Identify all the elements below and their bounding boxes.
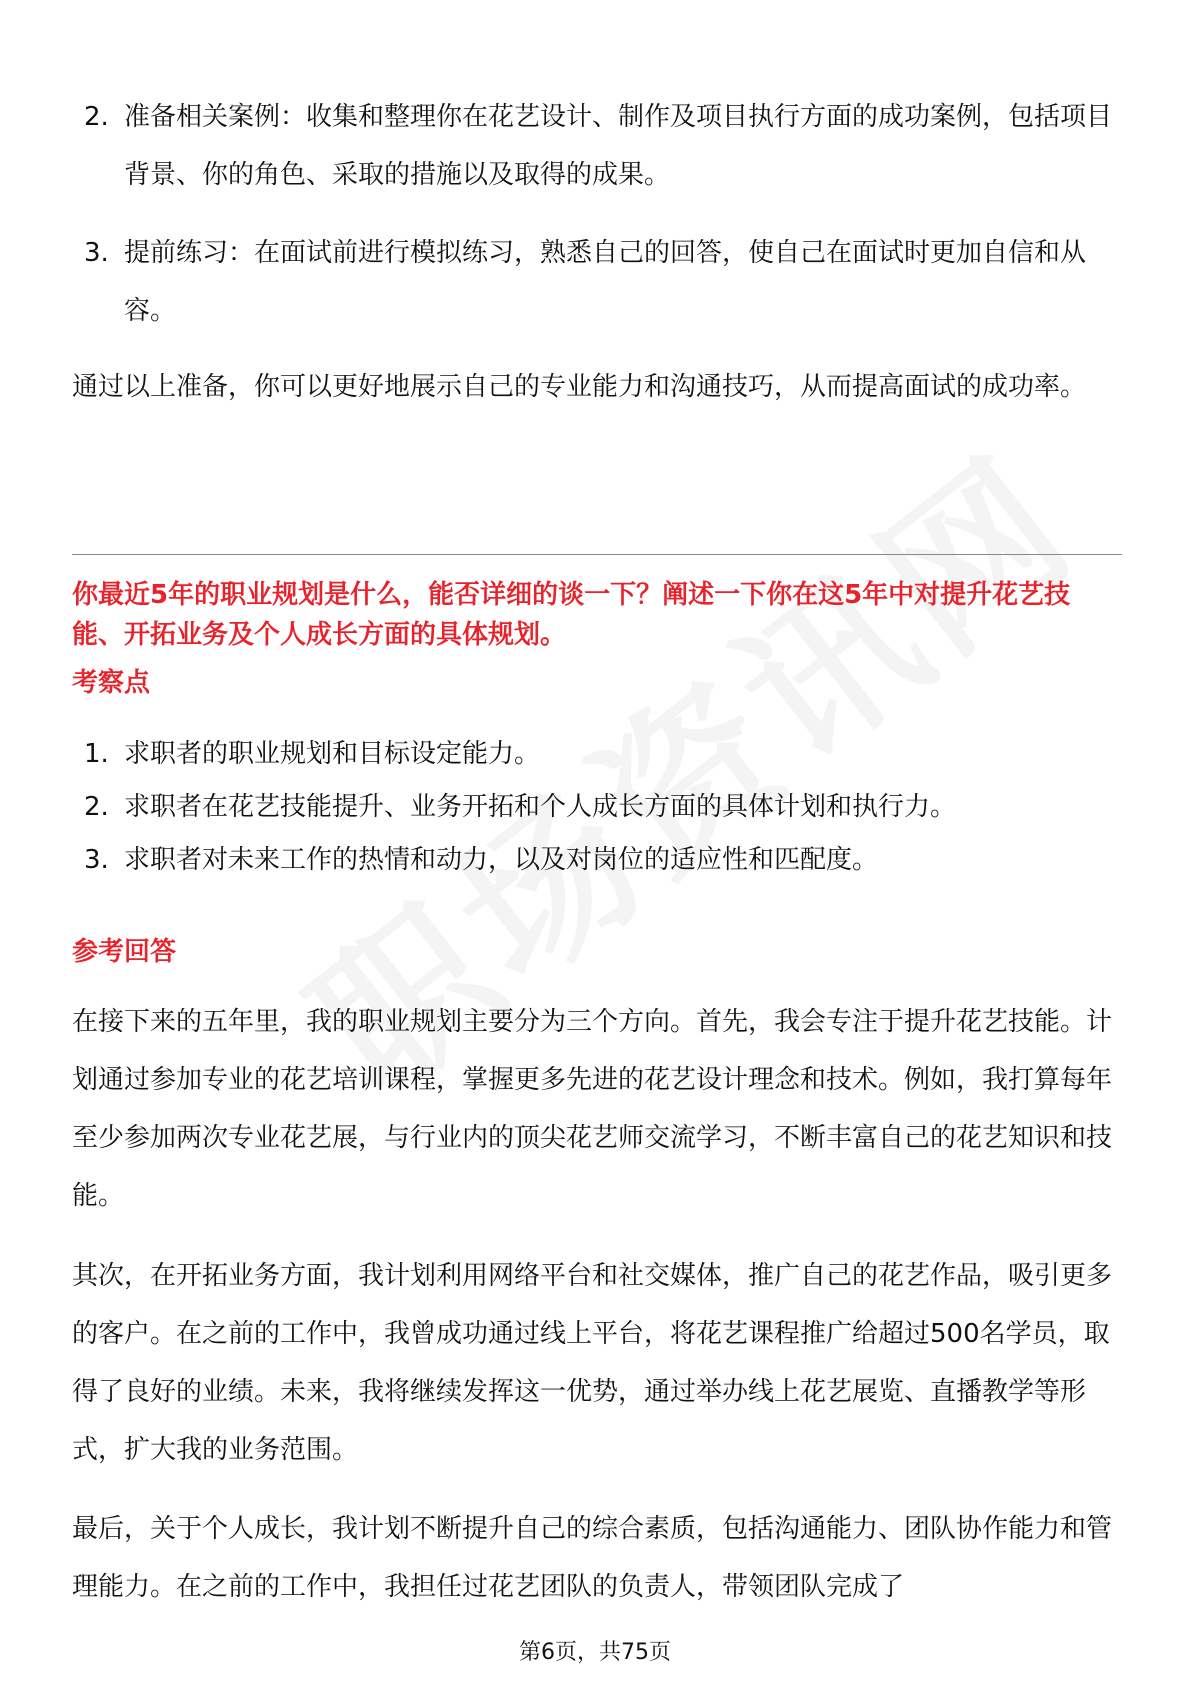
answer-paragraph: 在接下来的五年里，我的职业规划主要分为三个方向。首先，我会专注于提升花艺技能。计划通过参加专业的花艺培训课程，掌握更多先进的花艺设计理念和技术。例如，我打算每年至少参加两次专业花艺展，与行业内的顶尖花艺师交流学习，不断丰富自己的花艺知识和技能。 <box>72 1007 1113 1211</box>
question-title: 你最近5年的职业规划是什么，能否详细的谈一下？阐述一下你在这5年中对提升花艺技能、开拓业务及个人成长方面的具体规划。 <box>72 580 1071 650</box>
list-number: 1. <box>84 739 109 769</box>
list-text: 求职者的职业规划和目标设定能力。 <box>124 739 541 769</box>
list-item <box>72 734 1122 774</box>
list-text: 求职者对未来工作的热情和动力，以及对岗位的适应性和匹配度。 <box>124 845 879 875</box>
list-number: 3. <box>84 845 109 875</box>
list-item <box>72 88 1122 204</box>
list-text: 准备相关案例：收集和整理你在花艺设计、制作及项目执行方面的成功案例，包括项目背景、你的角色、采取的措施以及取得的成果。 <box>124 102 1113 190</box>
section-divider <box>72 554 1122 555</box>
list-number: 2. <box>84 102 109 132</box>
answer-heading: 参考回答 <box>72 937 177 967</box>
list-item <box>72 224 1122 340</box>
answer-paragraph: 其次，在开拓业务方面，我计划利用网络平台和社交媒体，推广自己的花艺作品，吸引更多的客户。在之前的工作中，我曾成功通过线上平台，将花艺课程推广给超过500名学员，取得了良好的业绩。未来，我将继续发挥这一优势，通过举办线上花艺展览、直播教学等形式，扩大我的业务范围。 <box>72 1261 1113 1465</box>
list-text: 提前练习：在面试前进行模拟练习，熟悉自己的回答，使自己在面试时更加自信和从容。 <box>124 238 1087 326</box>
list-text: 求职者在花艺技能提升、业务开拓和个人成长方面的具体计划和执行力。 <box>124 792 957 822</box>
list-item <box>72 840 1122 880</box>
answer-paragraph: 最后，关于个人成长，我计划不断提升自己的综合素质，包括沟通能力、团队协作能力和管理能力。在之前的工作中，我担任过花艺团队的负责人，带领团队完成了 <box>72 1514 1113 1602</box>
page-number: 第6页，共75页 <box>519 1640 671 1665</box>
list-number: 3. <box>84 238 109 268</box>
summary-paragraph: 通过以上准备，你可以更好地展示自己的专业能力和沟通技巧，从而提高面试的成功率。 <box>72 372 1087 402</box>
list-item <box>72 787 1122 827</box>
list-number: 2. <box>84 792 109 822</box>
focus-heading: 考察点 <box>72 668 151 698</box>
